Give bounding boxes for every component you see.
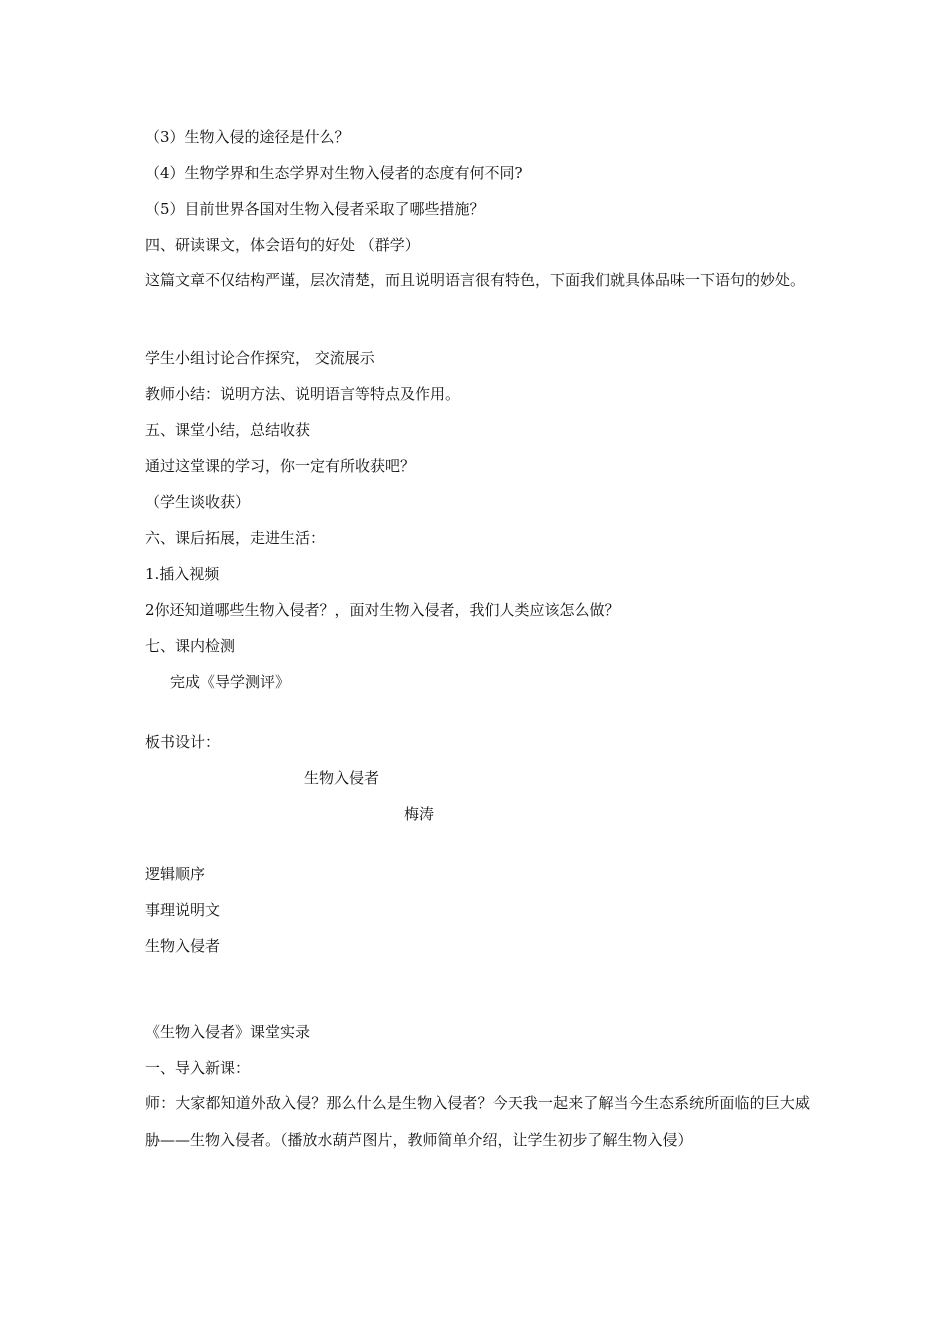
section-4-heading: 四、研读课文，体会语句的好处 （群学） xyxy=(145,236,420,254)
board-label: 板书设计： xyxy=(145,733,221,751)
board-item-3: 生物入侵者 xyxy=(145,937,221,955)
section-7-task: 完成《导学测评》 xyxy=(170,673,291,691)
record-title: 《生物入侵者》课堂实录 xyxy=(145,1023,311,1041)
section-6-item-1: 1.插入视频 xyxy=(145,565,220,583)
question-3: （3）生物入侵的途径是什么？ xyxy=(145,128,350,146)
board-item-1: 逻辑顺序 xyxy=(145,865,206,883)
section-5-question: 通过这堂课的学习，你一定有所收获吧？ xyxy=(145,457,416,475)
record-heading: 一、导入新课： xyxy=(145,1059,251,1077)
question-4: （4）生物学界和生态学界对生物入侵者的态度有何不同? xyxy=(145,164,523,182)
section-7-heading: 七、课内检测 xyxy=(145,637,236,655)
section-6-heading: 六、课后拓展，走进生活： xyxy=(145,529,326,547)
section-6-item-2: 2你还知道哪些生物入侵者？，面对生物入侵者，我们人类应该怎么做？ xyxy=(145,601,620,619)
board-author: 梅涛 xyxy=(404,805,435,823)
section-4-paragraph: 这篇文章不仅结构严谨，层次清楚，而且说明语言很有特色，下面我们就具体品味一下语句的妙处。 xyxy=(145,271,806,289)
record-paragraph: 师：大家都知道外敌入侵？那么什么是生物入侵者？今天我一起来了解当今生态系统所面临的巨大威胁——生物入侵者。（播放水葫芦图片，教师简单介绍，让学生初步了解生物入侵） xyxy=(145,1094,810,1149)
board-item-2: 事理说明文 xyxy=(145,901,221,919)
question-5: （5）目前世界各国对生物入侵者采取了哪些措施？ xyxy=(145,200,485,218)
board-title: 生物入侵者 xyxy=(304,769,380,787)
section-5-heading: 五、课堂小结，总结收获 xyxy=(145,421,311,439)
section-5-note: （学生谈收获） xyxy=(145,493,251,511)
teacher-summary: 教师小结：说明方法、说明语言等特点及作用。 xyxy=(145,385,461,403)
discussion-line: 学生小组讨论合作探究， 交流展示 xyxy=(145,349,375,367)
